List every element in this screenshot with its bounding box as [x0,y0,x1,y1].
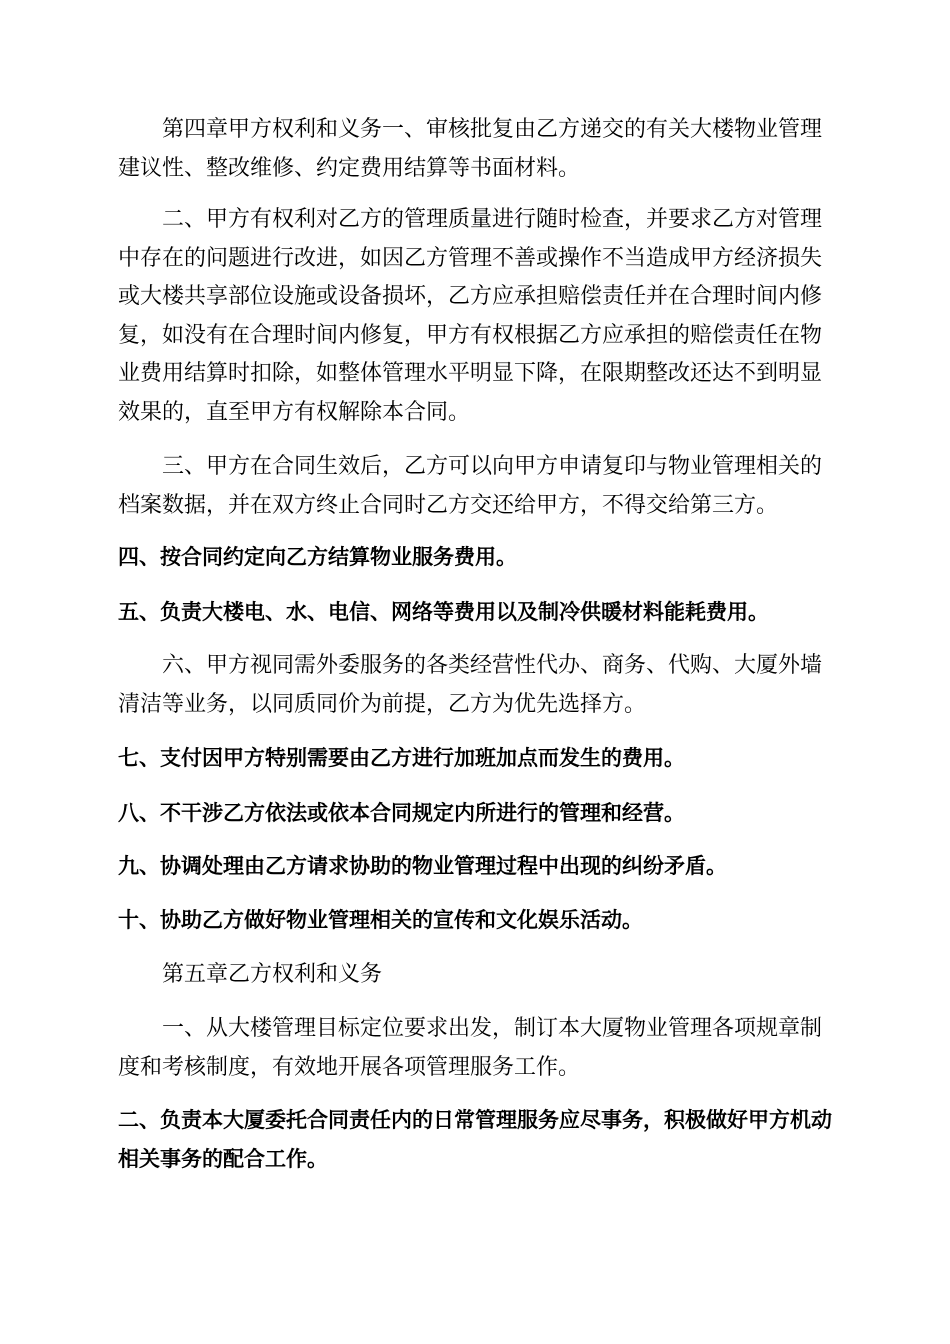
paragraph-chapter4-item2: 二、甲方有权利对乙方的管理质量进行随时检查，并要求乙方对管理中存在的问题进行改进，如因乙方管理不善或操作不当造成甲方经济损失或大楼共享部位设施或设备损坏，乙方应承担赔偿责任并在合理时间内修复，如没有在合理时间内修复，甲方有权根据乙方应承担的赔偿责任在物业费用结算时扣除，如整体管理水平明显下降，在限期整改还达不到明显效果的，直至甲方有权解除本合同。 [118,207,823,425]
paragraph-chapter4-item7: 七、支付因甲方特别需要由乙方进行加班加点而发生的费用。 [118,746,685,770]
paragraph-chapter4-item4: 四、按合同约定向乙方结算物业服务费用。 [118,545,517,569]
paragraph-chapter4-item5: 五、负责大楼电、水、电信、网络等费用以及制冷供暖材料能耗费用。 [118,600,769,624]
paragraph-chapter4-item8: 八、不干涉乙方依法或依本合同规定内所进行的管理和经营。 [118,801,685,825]
paragraph-chapter5-item2: 二、负责本大厦委托合同责任内的日常管理服务应尽事务，积极做好甲方机动相关事务的配合工作。 [118,1108,832,1171]
paragraph-chapter4-item6: 六、甲方视同需外委服务的各类经营性代办、商务、代购、大厦外墙清洁等业务，以同质同价为前提，乙方为优先选择方。 [118,653,823,717]
paragraph-chapter4-item1: 第四章甲方权利和义务一、审核批复由乙方递交的有关大楼物业管理建议性、整改维修、约定费用结算等书面材料。 [118,117,823,181]
chapter5-heading: 第五章乙方权利和义务 [162,962,383,987]
paragraph-chapter4-item9: 九、协调处理由乙方请求协助的物业管理过程中出现的纠纷矛盾。 [118,854,727,878]
paragraph-chapter4-item10: 十、协助乙方做好物业管理相关的宣传和文化娱乐活动。 [118,908,643,932]
paragraph-chapter4-item3: 三、甲方在合同生效后，乙方可以向甲方申请复印与物业管理相关的档案数据，并在双方终止合同时乙方交还给甲方，不得交给第三方。 [118,454,823,518]
paragraph-chapter5-item1: 一、从大楼管理目标定位要求出发，制订本大厦物业管理各项规章制度和考核制度，有效地开展各项管理服务工作。 [118,1016,823,1080]
